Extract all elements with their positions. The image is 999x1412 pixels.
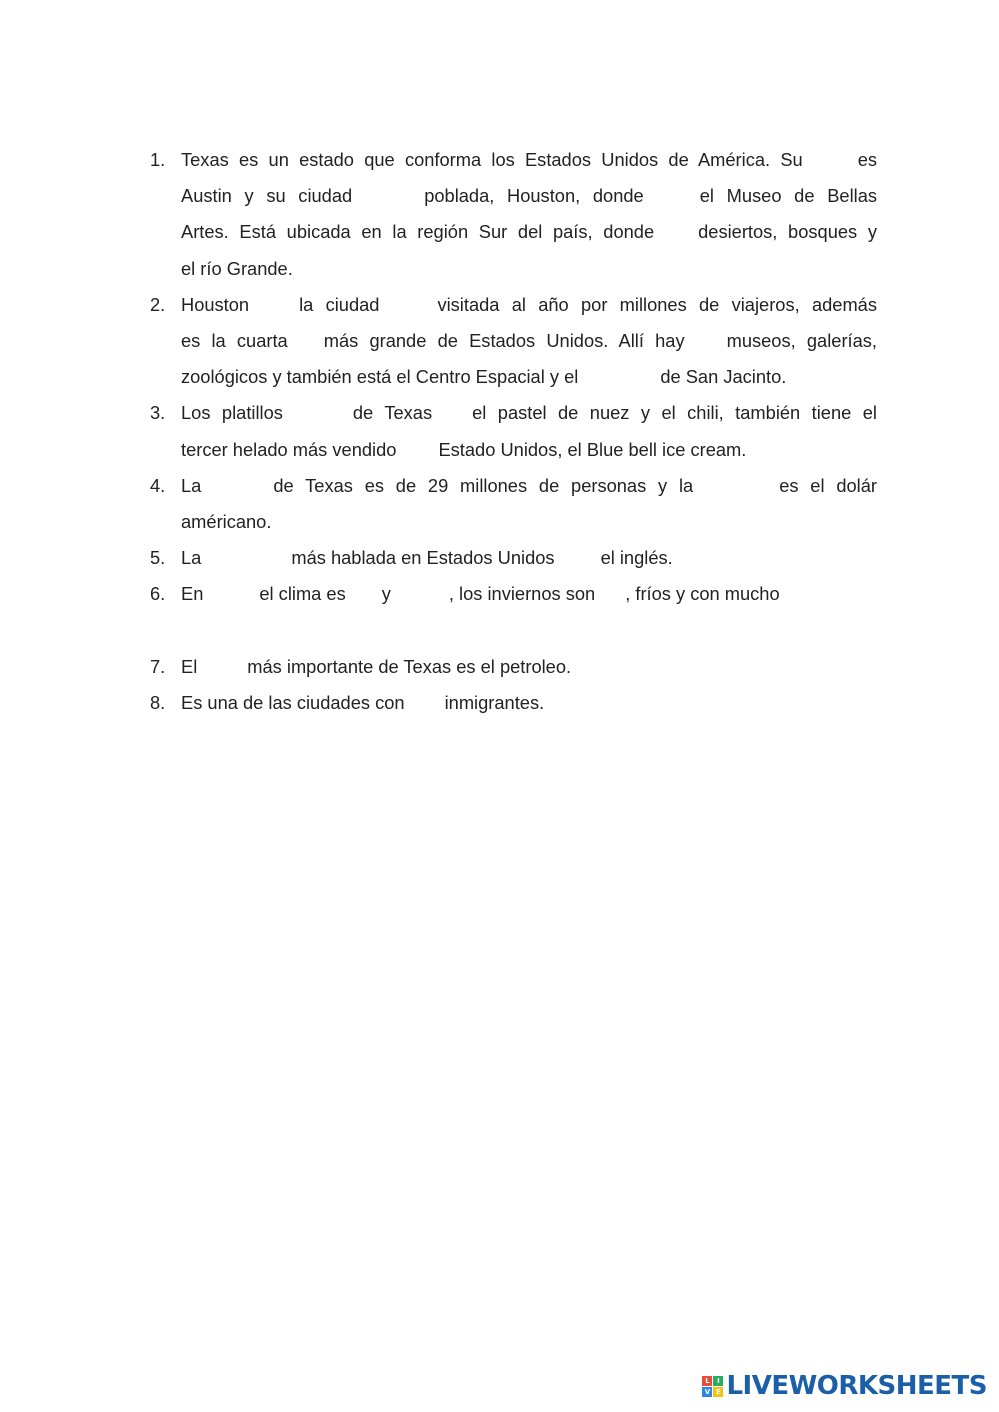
text-segment: el pastel de nuez y el chili, también tiene el: [472, 402, 877, 424]
text-segment: de Texas: [352, 402, 433, 424]
item-number: 5.: [150, 547, 166, 569]
text-segment: el río Grande.: [181, 257, 293, 279]
item-line: [181, 576, 877, 612]
logo-square: V: [702, 1387, 712, 1397]
text-segment: más importante de Texas es el petroleo.: [247, 655, 572, 677]
text-segment: Austin y su ciudad: [181, 185, 353, 207]
item-number: 4.: [150, 474, 166, 496]
item-number: 8.: [150, 692, 166, 714]
text-segment: zoológicos y también está el Centro Espacial y el: [181, 366, 579, 388]
item-number: 7.: [150, 655, 166, 677]
exercise-item-2: [150, 287, 877, 396]
text-segment: es la cuarta: [181, 330, 288, 352]
text-segment: Texas es un estado que conforma los Estados Unidos de América. Su: [181, 149, 803, 170]
item-line: [181, 214, 877, 250]
logo-square: E: [713, 1387, 723, 1397]
item-line: [181, 504, 877, 540]
item-line: [181, 359, 877, 395]
text-segment: la ciudad: [299, 293, 380, 315]
item-number: 6.: [150, 583, 166, 605]
item-line: [181, 432, 877, 468]
text-segment: visitada al año por millones de viajeros, además: [437, 293, 877, 315]
text-segment: En: [181, 583, 204, 605]
text-segment: inmigrantes.: [444, 692, 545, 714]
exercise-item-6: [150, 576, 877, 612]
exercise-item-1: [150, 142, 877, 287]
text-segment: es: [857, 149, 877, 170]
text-segment: el Museo de Bellas: [699, 185, 877, 207]
text-segment: tercer helado más vendido: [181, 438, 397, 460]
exercise-item-5: [150, 540, 877, 576]
spacer: [150, 613, 877, 649]
logo-square: L: [702, 1376, 712, 1386]
text-segment: es el dolár: [779, 474, 877, 496]
text-segment: , fríos y con mucho: [625, 583, 780, 605]
text-segment: Estado Unidos, el Blue bell ice cream.: [438, 438, 747, 460]
text-segment: Artes. Está ubicada en la región Sur del país, donde: [181, 221, 655, 243]
text-segment: américano.: [181, 511, 272, 533]
exercise-item-3: [150, 395, 877, 467]
text-segment: La: [181, 474, 202, 496]
liveworksheets-logo: [702, 1371, 987, 1401]
text-segment: Es una de las ciudades con: [181, 692, 405, 714]
item-line: [181, 178, 877, 214]
worksheet: [150, 142, 877, 721]
item-line: [181, 287, 877, 323]
exercise-item-4: [150, 468, 877, 540]
item-line: [181, 395, 877, 431]
item-number: 2.: [150, 293, 166, 315]
logo-squares-icon: [702, 1376, 723, 1397]
text-segment: desiertos, bosques y: [698, 221, 877, 243]
text-segment: El: [181, 655, 198, 677]
item-number: 3.: [150, 402, 166, 424]
text-segment: el clima es: [259, 583, 346, 605]
item-line: [181, 540, 877, 576]
item-line: [181, 251, 877, 287]
text-segment: más hablada en Estados Unidos: [291, 547, 555, 569]
item-line: [181, 649, 877, 685]
text-segment: , los inviernos son: [448, 583, 596, 605]
text-segment: más grande de Estados Unidos. Allí hay: [323, 330, 685, 352]
text-segment: el inglés.: [600, 547, 673, 569]
item-line: [181, 142, 877, 178]
text-segment: La: [181, 547, 202, 569]
text-segment: de San Jacinto.: [660, 366, 787, 388]
text-segment: de Texas es de 29 millones de personas y la: [273, 474, 694, 496]
text-segment: poblada, Houston, donde: [424, 185, 644, 207]
logo-text: LIVEWORKSHEETS: [726, 1371, 987, 1401]
item-number: 1.: [150, 149, 166, 170]
exercise-item-7: [150, 649, 877, 685]
item-line: [181, 468, 877, 504]
exercise-item-8: [150, 685, 877, 721]
text-segment: museos, galerías,: [726, 330, 877, 352]
text-segment: Los platillos: [181, 402, 283, 424]
item-line: [181, 323, 877, 359]
text-segment: y: [381, 583, 391, 605]
logo-square: I: [713, 1376, 723, 1386]
text-segment: Houston: [181, 293, 250, 315]
item-line: [181, 685, 877, 721]
